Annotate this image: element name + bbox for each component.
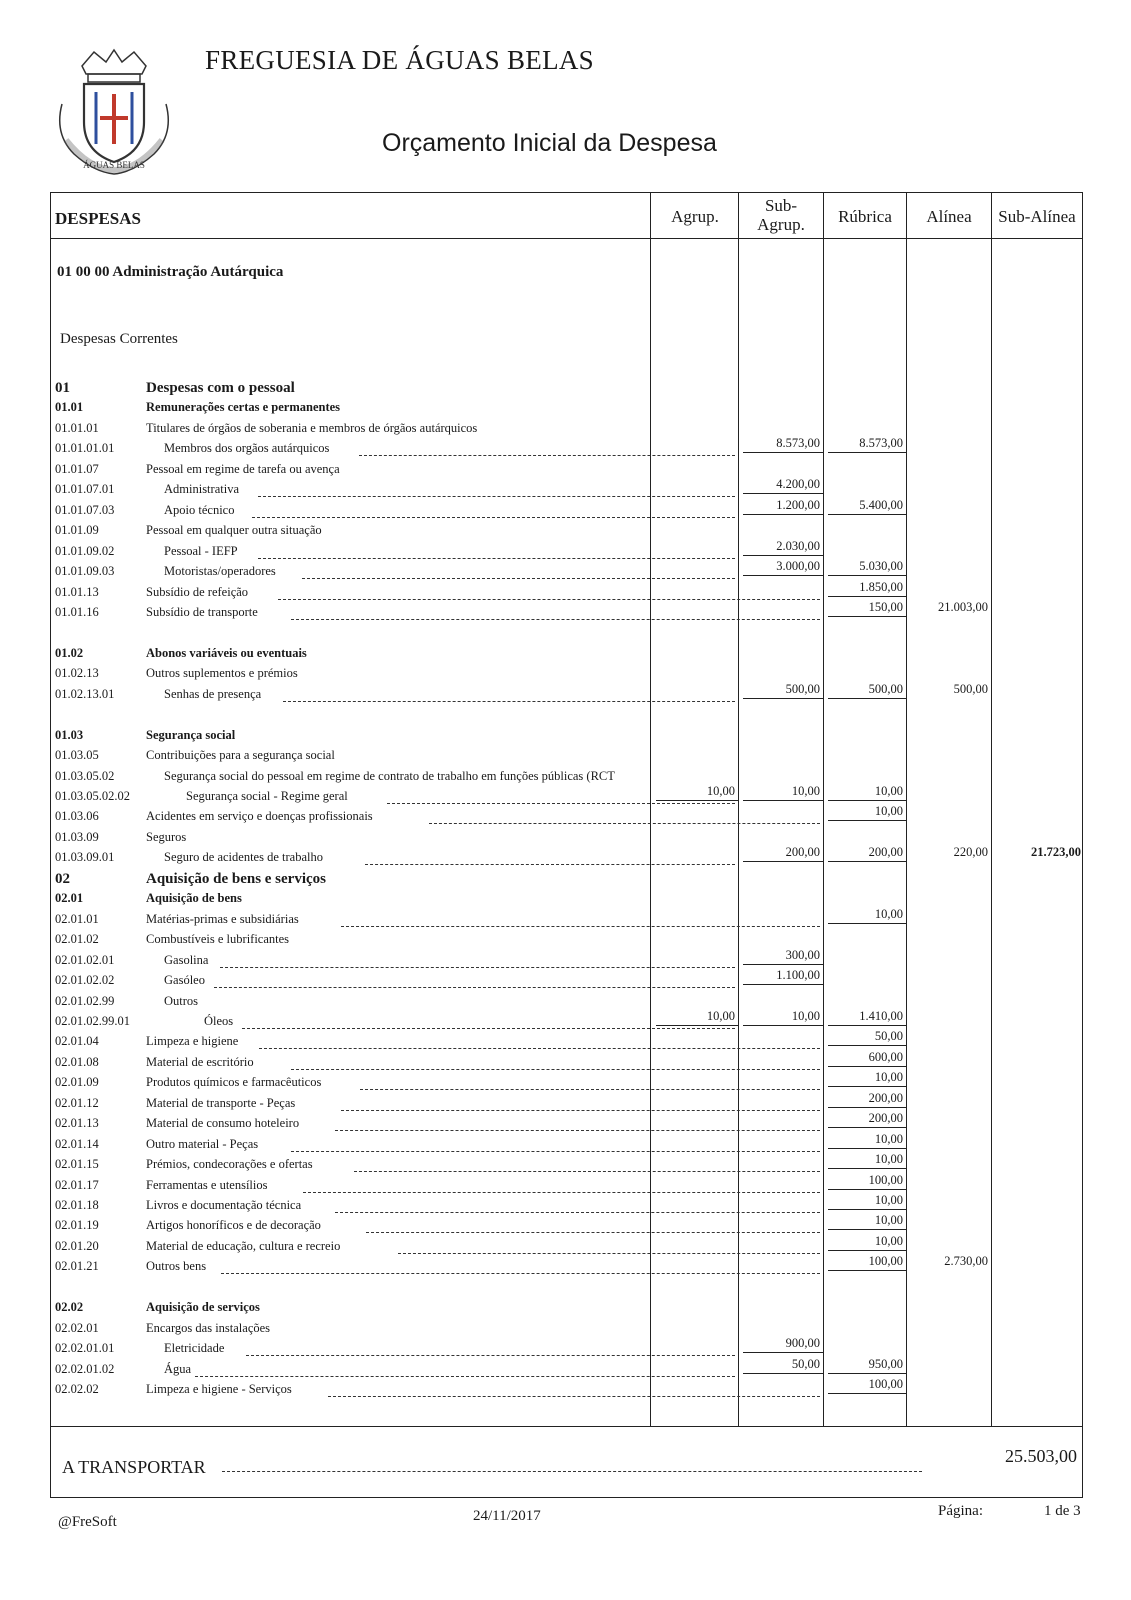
table-row <box>0 845 1131 870</box>
leader-dashes <box>387 803 735 804</box>
value-rub: 10,00 <box>828 907 906 924</box>
table-row <box>0 994 1131 1014</box>
value-rub: 8.573,00 <box>828 436 906 453</box>
table-row <box>0 932 1131 952</box>
row-code: 02.01.12 <box>55 1095 99 1110</box>
value-rub: 1.850,00 <box>828 580 906 597</box>
value-rub: 10,00 <box>828 1234 906 1251</box>
value-rub: 10,00 <box>828 1193 906 1210</box>
row-code: 02.02.01.02 <box>55 1361 115 1376</box>
row-code: 01.01 <box>55 400 84 415</box>
table-row <box>0 1280 1131 1300</box>
row-code: 01.01.09.03 <box>55 564 115 579</box>
table-row <box>0 1131 1131 1157</box>
row-code: 01.01.16 <box>55 604 99 619</box>
row-code: 02.01.02.01 <box>55 952 115 967</box>
leader-dashes <box>220 967 735 968</box>
leader-dashes <box>366 1232 820 1233</box>
leader-dashes <box>303 1192 820 1193</box>
value-rub: 10,00 <box>828 1152 906 1169</box>
value-rub: 10,00 <box>828 1213 906 1230</box>
row-code: 01.01.13 <box>55 584 99 599</box>
row-code: 02.01.01 <box>55 911 99 926</box>
row-description: Material de escritório <box>146 1054 254 1069</box>
row-description: Livros e documentação técnica <box>146 1198 302 1212</box>
leader-dashes <box>258 496 735 497</box>
table-row <box>0 625 1131 645</box>
table-row <box>0 1336 1131 1361</box>
value-rub: 5.030,00 <box>828 559 906 576</box>
row-description: Material de transporte - Peças <box>146 1095 296 1110</box>
row-code: 02.01.04 <box>55 1034 99 1049</box>
row-description: Outros bens <box>146 1259 207 1274</box>
print-date: 24/11/2017 <box>473 1508 541 1524</box>
row-description: Aquisição de bens <box>146 891 242 906</box>
row-description: Prémios, condecorações e ofertas <box>146 1157 313 1172</box>
row-code: 02.01.02.02 <box>55 973 115 988</box>
value-sub: 200,00 <box>743 845 823 862</box>
row-code: 02.01.17 <box>55 1177 99 1192</box>
leader-dashes <box>429 823 820 824</box>
table-row <box>0 906 1131 932</box>
leader-dashes <box>278 599 820 600</box>
value-ali: 21.003,00 <box>938 599 988 614</box>
leader-dashes <box>195 1376 735 1377</box>
table-row <box>0 1172 1131 1198</box>
row-code: 01.02.13.01 <box>55 686 115 701</box>
leader-dashes <box>242 1028 736 1029</box>
value-sub: 1.100,00 <box>743 968 823 985</box>
value-sub: 2.030,00 <box>743 539 823 556</box>
leader-dashes <box>246 1355 735 1356</box>
row-description: Motoristas/operadores <box>164 564 276 579</box>
row-description: Limpeza e higiene <box>146 1034 239 1049</box>
row-description: Abonos variáveis ou eventuais <box>146 645 307 660</box>
row-code: 02.01.21 <box>55 1259 99 1274</box>
row-description: Óleos <box>204 1013 234 1028</box>
row-description: Pessoal em regime de tarefa ou avença <box>146 461 340 476</box>
row-code: 02.02 <box>55 1300 84 1315</box>
table-row <box>0 968 1131 993</box>
leader-dashes <box>259 1048 820 1049</box>
table-row <box>0 436 1131 461</box>
table-row <box>0 769 1131 789</box>
row-description: Remunerações certas e permanentes <box>146 400 341 415</box>
row-code: 02.01 <box>55 891 84 906</box>
value-sub: 500,00 <box>743 682 823 699</box>
row-code: 01.02.13 <box>55 666 99 681</box>
row-code: 02.02.02 <box>55 1382 99 1397</box>
leader-dashes <box>291 1069 820 1070</box>
leader-dashes <box>335 1130 820 1131</box>
row-code: 01.03.05.02 <box>55 768 115 783</box>
row-description: Encargos das instalações <box>146 1320 271 1335</box>
leader-dashes <box>221 1273 820 1274</box>
table-row <box>0 1049 1131 1075</box>
row-code: 02.01.18 <box>55 1198 99 1212</box>
row-description: Acidentes em serviço e doenças profissionais <box>146 809 373 824</box>
leader-dashes <box>360 1089 820 1090</box>
value-rub: 600,00 <box>828 1050 906 1067</box>
col-header-rubrica: Rúbrica <box>838 207 892 226</box>
row-description: Pessoal - IEFP <box>164 543 238 558</box>
row-description: Seguro de acidentes de trabalho <box>164 850 323 865</box>
row-code: 02 <box>55 870 70 887</box>
row-code: 01.03.09 <box>55 829 99 844</box>
header-divider <box>50 238 1083 239</box>
row-code: 01.01.09.02 <box>55 543 115 558</box>
row-description: Limpeza e higiene - Serviços <box>146 1382 292 1397</box>
leader-dashes <box>258 558 735 559</box>
document-title: Orçamento Inicial da Despesa <box>382 129 717 157</box>
table-row <box>0 947 1131 973</box>
table-row <box>0 559 1131 584</box>
value-rub: 200,00 <box>828 1111 906 1128</box>
value-ali: 500,00 <box>953 681 988 696</box>
svg-text:ÁGUAS BELAS: ÁGUAS BELAS <box>83 160 145 170</box>
transport-label: A TRANSPORTAR <box>62 1457 206 1477</box>
row-description: Material de consumo hoteleiro <box>146 1116 300 1131</box>
transport-value: 25.503,00 <box>1005 1446 1077 1466</box>
table-row <box>0 1090 1131 1116</box>
row-code: 02.01.20 <box>55 1238 99 1253</box>
row-code: 01.01.07.01 <box>55 482 115 497</box>
table-row <box>0 748 1131 768</box>
row-description: Matérias-primas e subsidiárias <box>146 911 299 926</box>
value-rub: 200,00 <box>828 1091 906 1108</box>
table-row <box>0 523 1131 543</box>
table-row <box>0 400 1131 420</box>
transport-leader <box>222 1471 922 1472</box>
value-rub: 200,00 <box>828 845 906 862</box>
value-sal: 21.723,00 <box>1031 845 1081 860</box>
value-agr: 10,00 <box>656 1009 738 1026</box>
row-description: Segurança social <box>146 727 236 742</box>
leader-dashes <box>354 1171 820 1172</box>
table-row <box>0 804 1131 829</box>
row-code: 01.03 <box>55 727 84 742</box>
table-row <box>0 1356 1131 1382</box>
col-header-alinea: Alínea <box>926 207 972 226</box>
leader-dashes <box>341 1110 820 1111</box>
leader-dashes <box>291 619 820 620</box>
value-rub: 100,00 <box>828 1173 906 1190</box>
value-rub: 10,00 <box>828 1132 906 1149</box>
software-credit: @FreSoft <box>58 1514 117 1530</box>
table-row <box>0 891 1131 911</box>
row-description: Artigos honoríficos e de decoração <box>146 1218 321 1233</box>
value-rub: 100,00 <box>828 1254 906 1271</box>
leader-dashes <box>252 517 735 518</box>
leader-dashes <box>328 1396 820 1397</box>
leader-dashes <box>359 455 735 456</box>
col-header-sub-alinea: Sub-Alínea <box>998 207 1076 226</box>
table-row <box>0 1008 1131 1034</box>
table-row <box>0 477 1131 502</box>
value-sub: 300,00 <box>743 948 823 965</box>
value-rub: 10,00 <box>828 804 906 821</box>
row-description: Aquisição de bens e serviços <box>146 870 326 887</box>
table-row <box>0 646 1131 666</box>
table-row <box>0 1300 1131 1320</box>
row-code: 01.01.07.03 <box>55 502 115 517</box>
value-sub: 1.200,00 <box>743 498 823 515</box>
value-rub: 5.400,00 <box>828 498 906 515</box>
row-description: Produtos químicos e farmacêuticos <box>146 1075 322 1090</box>
row-code: 01.02 <box>55 645 84 660</box>
row-description: Outros suplementos e prémios <box>146 666 298 681</box>
leader-dashes <box>214 987 735 988</box>
table-row <box>0 1213 1131 1238</box>
totals-divider <box>50 1426 1083 1427</box>
row-code: 01.01.09 <box>55 523 99 538</box>
leader-dashes <box>283 701 735 702</box>
row-code: 02.01.09 <box>55 1075 99 1090</box>
table-row <box>0 538 1131 564</box>
subsection-title: Despesas Correntes <box>60 331 178 347</box>
table-row <box>0 421 1131 441</box>
col-header-despesas: DESPESAS <box>55 209 141 228</box>
row-description: Senhas de presença <box>164 686 262 701</box>
row-code: 01.01.01.01 <box>55 441 115 456</box>
table-row <box>0 1111 1131 1136</box>
row-code: 02.01.14 <box>55 1136 99 1151</box>
value-sub: 4.200,00 <box>743 477 823 494</box>
value-rub: 10,00 <box>828 1070 906 1087</box>
table-row <box>0 380 1131 400</box>
row-description: Administrativa <box>164 482 239 497</box>
leader-dashes <box>291 1151 820 1152</box>
row-description: Água <box>164 1361 192 1376</box>
leader-dashes <box>341 926 820 927</box>
value-sub: 3.000,00 <box>743 559 823 576</box>
table-row <box>0 728 1131 748</box>
row-description: Membros dos orgãos autárquicos <box>164 441 330 456</box>
value-sub: 10,00 <box>743 784 823 801</box>
row-code: 02.01.15 <box>55 1157 99 1172</box>
value-rub: 150,00 <box>828 600 906 617</box>
row-code: 02.01.13 <box>55 1116 99 1131</box>
row-code: 01.03.05 <box>55 748 99 763</box>
row-code: 02.01.02 <box>55 932 99 947</box>
row-code: 01.03.09.01 <box>55 850 115 865</box>
value-rub: 950,00 <box>828 1357 906 1374</box>
table-row <box>0 1070 1131 1095</box>
col-header-sub-agrup: Sub- Agrup. <box>757 196 805 234</box>
row-code: 02.02.01.01 <box>55 1341 115 1356</box>
value-rub: 1.410,00 <box>828 1009 906 1026</box>
row-description: Gasóleo <box>164 973 205 988</box>
row-description: Despesas com o pessoal <box>146 380 295 396</box>
table-row <box>0 1152 1131 1177</box>
table-row <box>0 707 1131 727</box>
value-ali: 220,00 <box>953 845 988 860</box>
row-description: Segurança social do pessoal em regime de contrato de trabalho em funções públicas (RCT <box>164 768 615 783</box>
page-label: Página: <box>938 1503 983 1519</box>
row-description: Segurança social - Regime geral <box>186 789 348 803</box>
coat-of-arms-logo <box>44 44 184 184</box>
row-description: Apoio técnico <box>164 502 235 517</box>
table-row <box>0 599 1131 625</box>
row-description: Gasolina <box>164 952 209 967</box>
leader-dashes <box>335 1212 820 1213</box>
row-code: 01 <box>55 380 70 396</box>
row-code: 01.01.01 <box>55 420 99 435</box>
row-code: 02.01.02.99 <box>55 993 115 1008</box>
row-description: Contribuições para a segurança social <box>146 748 335 763</box>
leader-dashes <box>302 578 735 579</box>
row-description: Seguros <box>146 829 187 844</box>
table-row <box>0 871 1131 891</box>
value-agr: 10,00 <box>656 784 738 801</box>
table-row <box>0 1254 1131 1279</box>
col-header-agrup: Agrup. <box>671 207 719 226</box>
table-row <box>0 1029 1131 1054</box>
row-description: Combustíveis e lubrificantes <box>146 932 290 947</box>
row-code: 01.03.06 <box>55 809 99 824</box>
table-row <box>0 1193 1131 1218</box>
leader-dashes <box>365 864 735 865</box>
table-row <box>0 462 1131 482</box>
row-description: Aquisição de serviços <box>146 1300 260 1315</box>
value-rub: 10,00 <box>828 784 906 801</box>
value-sub: 10,00 <box>743 1009 823 1026</box>
table-row <box>0 497 1131 523</box>
row-description: Material de educação, cultura e recreio <box>146 1238 341 1253</box>
section-title: 01 00 00 Administração Autárquica <box>57 264 284 280</box>
row-code: 02.02.01 <box>55 1320 99 1335</box>
row-description: Ferramentas e utensílios <box>146 1177 268 1192</box>
row-code: 01.03.05.02.02 <box>55 789 130 803</box>
table-row <box>0 784 1131 809</box>
value-rub: 100,00 <box>828 1377 906 1394</box>
row-description: Titulares de órgãos de soberania e membros de órgãos autárquicos <box>146 420 478 435</box>
value-rub: 50,00 <box>828 1029 906 1046</box>
row-code: 02.01.08 <box>55 1054 99 1069</box>
value-ali: 2.730,00 <box>944 1254 988 1269</box>
value-sub: 8.573,00 <box>743 436 823 453</box>
row-code: 02.01.19 <box>55 1218 99 1233</box>
organization-name: FREGUESIA DE ÁGUAS BELAS <box>205 45 594 75</box>
table-row <box>0 1321 1131 1341</box>
row-description: Outro material - Peças <box>146 1136 259 1151</box>
row-description: Pessoal em qualquer outra situação <box>146 523 322 538</box>
row-code: 02.01.02.99.01 <box>55 1013 130 1028</box>
value-sub: 900,00 <box>743 1336 823 1353</box>
row-description: Eletricidade <box>164 1341 225 1356</box>
row-description: Subsídio de refeição <box>146 584 249 599</box>
value-sub: 50,00 <box>743 1357 823 1374</box>
row-description: Outros <box>164 993 199 1008</box>
leader-dashes <box>398 1253 820 1254</box>
page-number: 1 de 3 <box>1044 1503 1081 1519</box>
value-rub: 500,00 <box>828 682 906 699</box>
row-description: Subsídio de transporte <box>146 604 258 619</box>
table-row <box>0 1377 1131 1402</box>
table-row <box>0 681 1131 707</box>
row-code: 01.01.07 <box>55 461 99 476</box>
